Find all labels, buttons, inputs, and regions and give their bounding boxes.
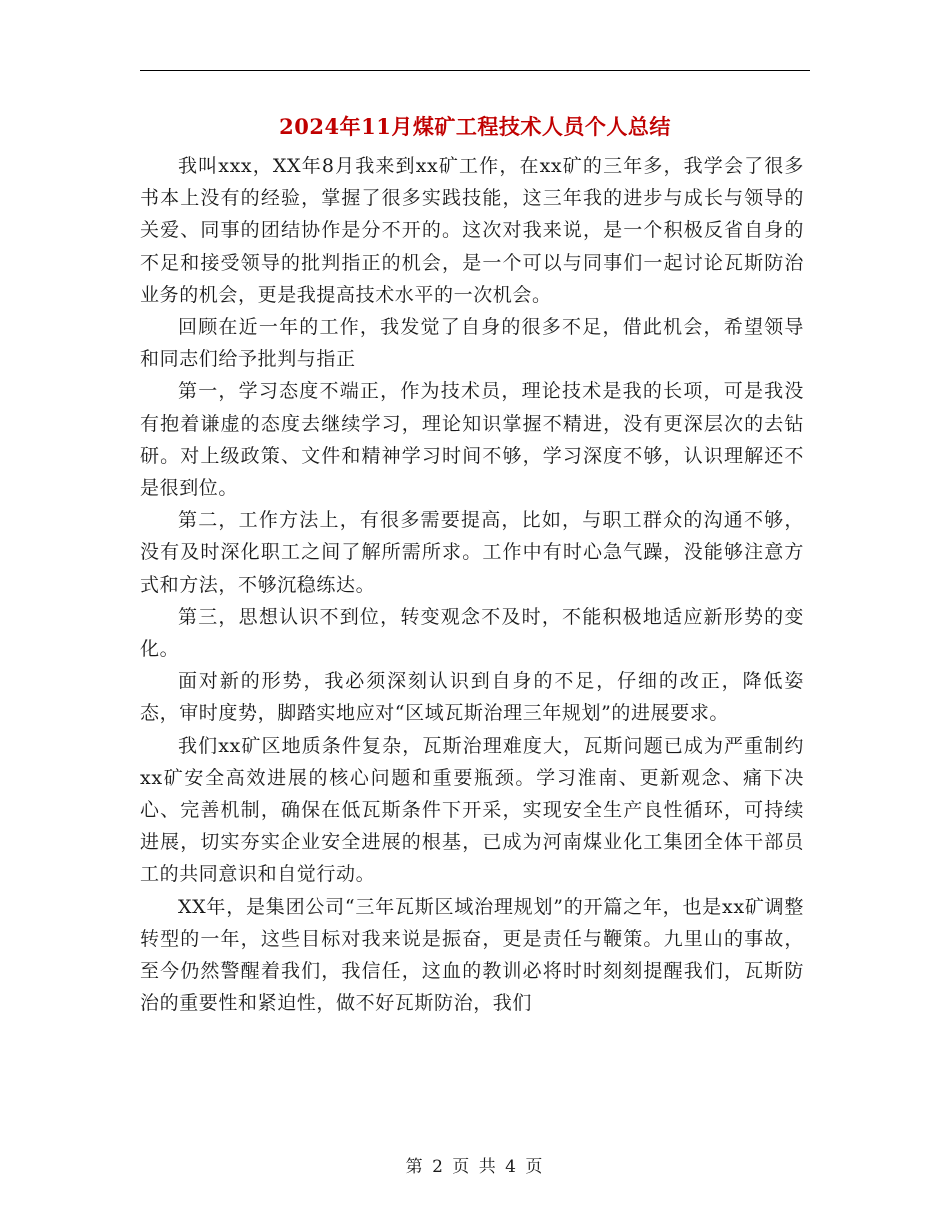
paragraph: 我叫xxx，XX年8月我来到xx矿工作，在xx矿的三年多，我学会了很多书本上没有的经验，掌握了很多实践技能，这三年我的进步与成长与领导的关爱、同事的团结协作是分不开的。这次对我来说，是一个积极反省自身的不足和接受领导的批判指正的机会，是一个可以与同事们一起讨论瓦斯防治业务的机会，更是我提高技术水平的一次机会。	[140, 155, 804, 306]
paragraph: 回顾在近一年的工作，我发觉了自身的很多不足，借此机会，希望领导和同志们给予批判与指正	[140, 316, 804, 371]
paragraph: XX年，是集团公司“三年瓦斯区域治理规划”的开篇之年，也是xx矿调整转型的一年，这些目标对我来说是振奋，更是责任与鞭策。九里山的事故，至今仍然警醒着我们，我信任，这血的教训必将时时刻刻提醒我们，瓦斯防治的重要性和紧迫性，做不好瓦斯防治，我们	[140, 895, 804, 1015]
paragraph: 第二，工作方法上，有很多需要提高，比如，与职工群众的沟通不够，没有及时深化职工之间了解所需所求。工作中有时心急气躁，没能够注意方式和方法，不够沉稳练达。	[140, 509, 804, 596]
paragraph: 第三，思想认识不到位，转变观念不及时，不能积极地适应新形势的变化。	[140, 605, 804, 661]
paragraph: 面对新的形势，我必须深刻认识到自身的不足，仔细的改正，降低姿态，审时度势，脚踏实地应对“区域瓦斯治理三年规划”的进展要求。	[140, 670, 804, 725]
paragraph: 我们xx矿区地质条件复杂，瓦斯治理难度大，瓦斯问题已成为严重制约xx矿安全高效进展的核心问题和重要瓶颈。学习淮南、更新观念、痛下决心、完善机制，确保在低瓦斯条件下开采，实现安全生产良性循环，可持续进展，切实夯实企业安全进展的根基，已成为河南煤业化工集团全体干部员工的共同意识和自觉行动。	[140, 734, 804, 886]
header-rule	[140, 70, 810, 71]
document-title: 2024年11月煤矿工程技术人员个人总结	[279, 114, 671, 139]
page-number-footer: 第 2 页 共 4 页	[405, 1157, 545, 1177]
paragraph: 第一，学习态度不端正，作为技术员，理论技术是我的长项，可是我没有抱着谦虚的态度去继续学习，理论知识掌握不精进，没有更深层次的去钻研。对上级政策、文件和精神学习时间不够，学习深度不够，认识理解还不是很到位。	[140, 380, 804, 500]
document-body	[140, 150, 804, 1019]
